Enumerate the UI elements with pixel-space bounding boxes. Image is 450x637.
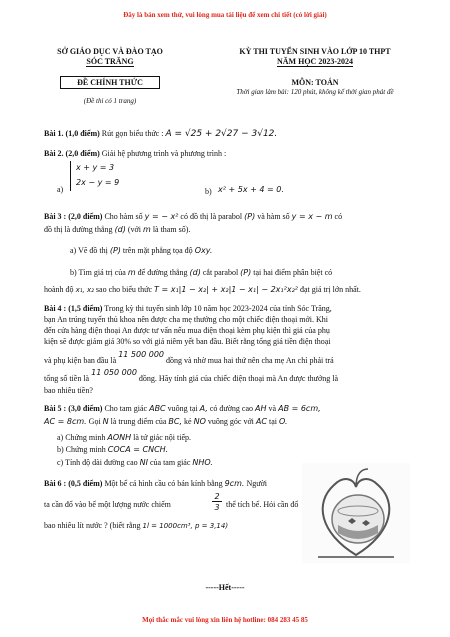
subject: MÔN: TOÁN xyxy=(291,78,339,87)
p4-line-3: đến cửa hàng điện thoại An được tư vấn nếu mua điện thoại kèm phụ kiện thì giá của phụ xyxy=(44,326,330,335)
problem-6: Bài 6 : (0,5 điểm) Một bể cá hình cầu có bán kính bằng 9cm. Người xyxy=(44,479,268,488)
p3-part-b: b) Tìm giá trị của m để đường thẳng (d) cắt parabol (P) tại hai điểm phân biệt có xyxy=(70,268,333,277)
p2-b-label: b) xyxy=(205,187,212,196)
end-marker: -----Hết----- xyxy=(205,583,245,592)
p3-part-a: a) Vẽ đồ thị (P) trên mặt phẳng tọa độ Oxy. xyxy=(70,246,213,255)
p6-line-2a: ta cần đổ vào bể một lượng nước chiếm xyxy=(44,500,171,509)
p6-line-2b: thể tích bể. Hỏi cần đổ xyxy=(226,500,299,509)
official-badge: ĐỀ CHÍNH THỨC xyxy=(60,76,160,89)
p4-line-2: bạn An trúng tuyển thủ khoa nên được cha mẹ thưởng cho một chiếc điện thoại mới. Khi xyxy=(44,315,328,324)
top-banner: Đây là bản xem thử, vui lòng mua tài liệu để xem chi tiết (có lời giải) xyxy=(123,11,327,19)
bottom-banner: Mọi thắc mắc vui lòng xin liên hệ hotline: 084 283 45 85 xyxy=(142,616,308,624)
p6-line-3: bao nhiêu lít nước ? (biết rằng 1l = 1000cm³, p = 3,14) xyxy=(44,521,229,530)
fraction-denominator: 3 xyxy=(214,503,220,512)
p3-line-2: đồ thị là đường thẳng (d) (với m là tham số). xyxy=(44,225,191,234)
p4-line-4: kiện sẽ được giảm giá 30% so với giá niêm yết ban đầu. Biết rằng tổng giá tiền điện thoại xyxy=(44,337,331,346)
problem-3: Bài 3 : (2,0 điểm) Cho hàm số y = − x² có đồ thị là parabol (P) và hàm số y = x − m có xyxy=(44,212,343,221)
system-eq-2: 2x − y = 9 xyxy=(76,178,120,187)
p4-line-5: và phụ kiện ban đầu là 11 500 000 đồng và nhờ mua hai thứ nên cha mẹ An chỉ phải trả xyxy=(44,350,334,365)
p2-a-label: a) xyxy=(57,185,64,194)
problem-5: Bài 5 : (3,0 điểm) Cho tam giác ABC vuông tại A, có đường cao AH và AB = 6cm, xyxy=(44,404,321,413)
p5-part-c: c) Tính độ dài đường cao NI của tam giác NHO. xyxy=(57,458,213,467)
p5-part-a: a) Chứng minh AONH là tứ giác nội tiếp. xyxy=(57,433,191,442)
page-count: (Đề thi có 1 trang) xyxy=(83,97,137,105)
time-limit: Thời gian làm bài: 120 phút, không kể thời gian phát đề xyxy=(236,88,394,96)
fraction-numerator: 2 xyxy=(212,492,222,502)
problem-4: Bài 4 : (1,5 điểm) Trong kỳ thi tuyển sinh lớp 10 năm học 2023-2024 của tỉnh Sóc Trăng, xyxy=(44,304,332,313)
system-brace xyxy=(70,161,73,191)
system-eq-1: x + y = 3 xyxy=(76,163,115,172)
exam-title: KỲ THI TUYỂN SINH VÀO LỚP 10 THPT xyxy=(239,47,391,56)
quadratic-eq: x² + 5x + 4 = 0. xyxy=(218,185,284,194)
problem-1: Bài 1. (1,0 điểm) Rút gọn biểu thức : A = √25 + 2√27 − 3√12. xyxy=(44,129,278,139)
fish-bowl-image xyxy=(302,463,410,563)
p5-part-b: b) Chứng minh COCA = CNCH. xyxy=(57,445,169,454)
province-name: SÓC TRĂNG xyxy=(86,57,134,66)
problem-2: Bài 2. (2,0 điểm) Giải hệ phương trình và phương trình : xyxy=(44,149,227,158)
p4-line-6: tổng số tiền là 11 050 000 đồng. Hãy tính giá của chiếc điện thoại mà An được thưởng là xyxy=(44,368,339,383)
p3-part-b-2: hoành độ x₁, x₂ sao cho biểu thức T = x₁|1 − x₂| + x₂|1 − x₁| − 2x₁²x₂² đạt giá trị lớn nhất. xyxy=(44,285,361,294)
dept-name: SỞ GIÁO DỤC VÀ ĐÀO TẠO xyxy=(57,47,163,56)
p5-line-2: AC = 8cm. Gọi N là trung điểm của BC, kẻ NO vuông góc với AC tại O. xyxy=(44,417,288,426)
school-year: NĂM HỌC 2023-2024 xyxy=(277,57,353,66)
p4-line-7: bao nhiêu tiền? xyxy=(44,386,93,395)
